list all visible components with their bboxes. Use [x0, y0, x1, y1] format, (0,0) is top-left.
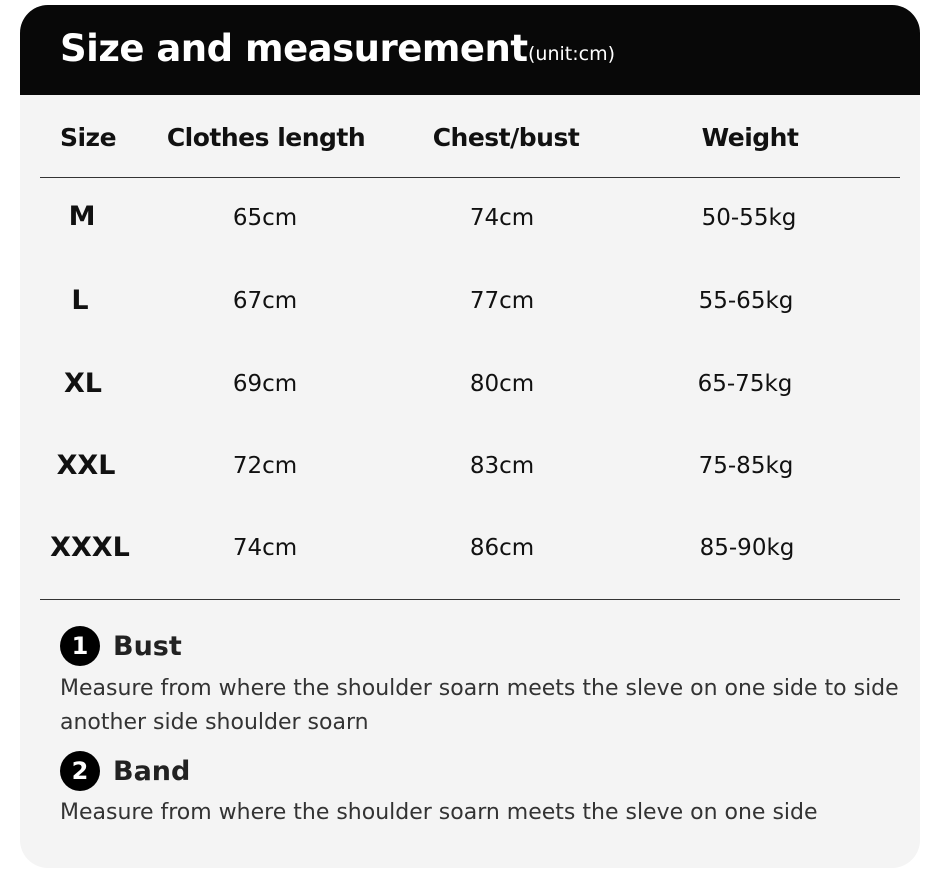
column-header-weight: Weight — [701, 123, 799, 152]
unit-label: (unit:cm) — [528, 43, 615, 65]
note-label: Band — [113, 755, 191, 787]
column-header-chest-bust: Chest/bust — [432, 123, 580, 152]
weight-cell: 50-55kg — [701, 205, 797, 231]
chest-bust-cell: 74cm — [469, 205, 535, 231]
column-header-clothes-length: Clothes length — [166, 123, 366, 152]
weight-cell: 55-65kg — [698, 288, 794, 314]
size-chart-card — [20, 5, 920, 868]
clothes-length-cell: 74cm — [232, 535, 298, 561]
header-divider — [40, 177, 900, 178]
number-1-badge: 1 — [60, 626, 100, 666]
weight-cell: 75-85kg — [698, 453, 794, 479]
size-cell: XL — [63, 368, 103, 399]
chest-bust-cell: 86cm — [469, 535, 535, 561]
note-label: Bust — [113, 630, 182, 662]
note-heading-bust — [60, 626, 182, 666]
chest-bust-cell: 80cm — [469, 371, 535, 397]
column-header-size: Size — [59, 123, 117, 152]
page-title: Size and measurement — [60, 27, 528, 70]
clothes-length-cell: 65cm — [232, 205, 298, 231]
clothes-length-cell: 67cm — [232, 288, 298, 314]
weight-cell: 85-90kg — [699, 535, 795, 561]
size-cell: XXXL — [50, 532, 130, 563]
chest-bust-cell: 83cm — [469, 453, 535, 479]
note-text: Measure from where the shoulder soarn meets the sleve on one side — [60, 800, 818, 825]
table-bottom-divider — [40, 599, 900, 600]
size-cell: M — [68, 201, 96, 232]
weight-cell: 65-75kg — [697, 371, 793, 397]
note-heading-band — [60, 751, 190, 791]
number-2-badge: 2 — [60, 751, 100, 791]
note-text: Measure from where the shoulder soarn meets the sleve on one side to side another side shoulder soarn — [60, 676, 899, 735]
clothes-length-cell: 72cm — [232, 453, 298, 479]
clothes-length-cell: 69cm — [232, 371, 298, 397]
size-cell: L — [71, 285, 89, 316]
chest-bust-cell: 77cm — [469, 288, 535, 314]
size-cell: XXL — [56, 450, 116, 481]
header-bar — [20, 5, 920, 95]
